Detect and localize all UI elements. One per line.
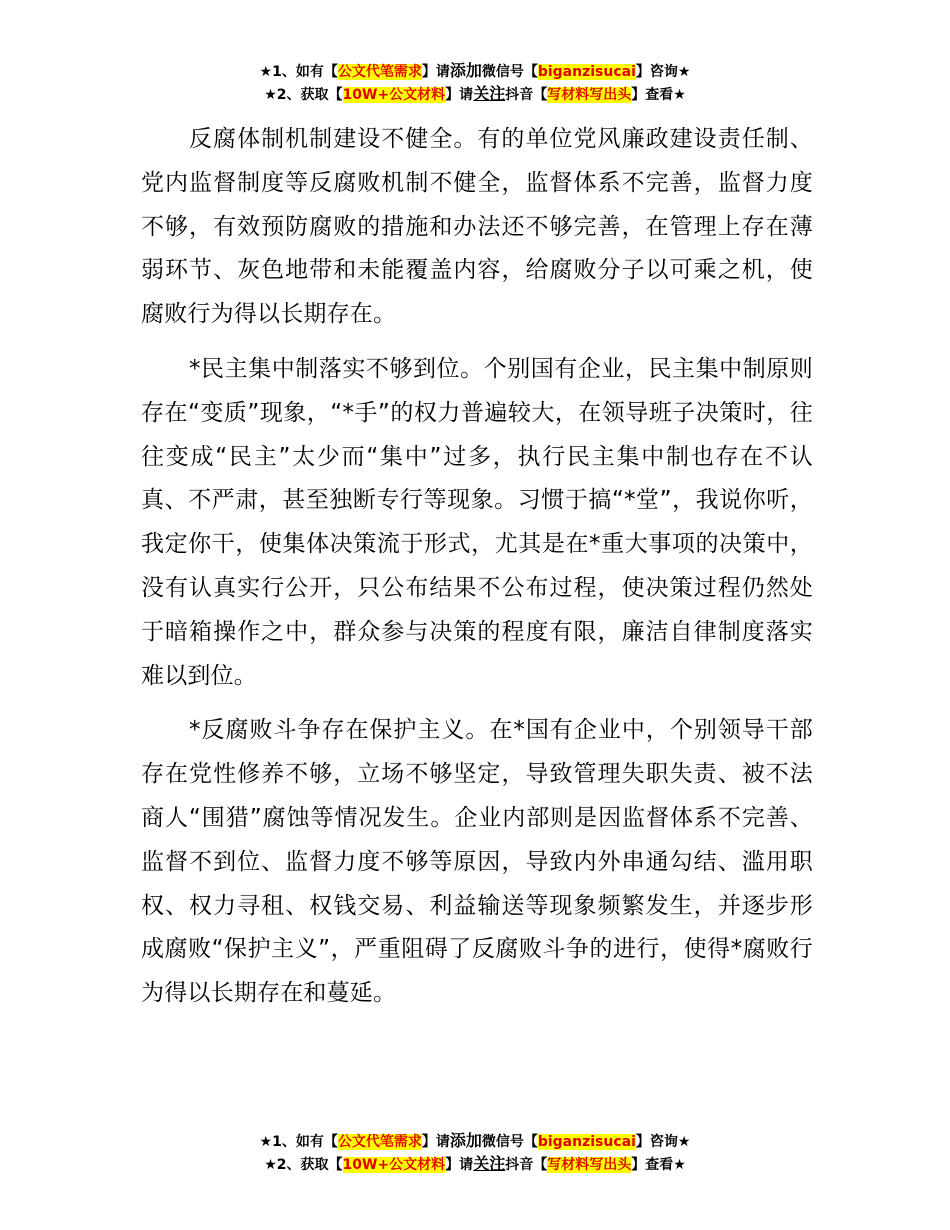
banner-text: ★1、如有【 bbox=[259, 64, 338, 80]
banner-line-1 bbox=[0, 1130, 950, 1153]
banner-line-1 bbox=[0, 60, 950, 83]
banner-emphasis: 关注 bbox=[473, 84, 506, 103]
banner-text: 】查看★ bbox=[631, 87, 686, 103]
banner-text: 】请 bbox=[421, 64, 450, 80]
banner-text: ★2、获取【 bbox=[264, 87, 343, 103]
document-body bbox=[141, 118, 813, 1027]
highlight-ghostwriting: 公文代笔需求 bbox=[337, 64, 422, 80]
paragraph: *民主集中制落实不够到位。个别国有企业，民主集中制原则存在“变质”现象，“*手”的权力普遍较大，在领导班子决策时，往往变成“民主”太少而“集中”过多，执行民主集中制也存在不认真、不严肃，甚至独断专行等现象。习惯于搞“*堂”，我说你听，我定你干，使集体决策流于形式，尤其是在*重大事项的决策中，没有认真实行公开，只公布结果不公布过程，使决策过程仍然处于暗箱操作之中，群众参与决策的程度有限，廉洁自律制度落实难以到位。 bbox=[141, 355, 813, 689]
banner-line-2 bbox=[0, 1153, 950, 1176]
banner-text: 】请 bbox=[445, 87, 474, 103]
wechat-id: biganzisucai bbox=[537, 1134, 636, 1150]
banner-emphasis: 添加 bbox=[449, 1131, 482, 1150]
banner-text: 】咨询★ bbox=[635, 64, 691, 80]
banner-emphasis: 关注 bbox=[473, 1154, 506, 1173]
banner-text: 】查看★ bbox=[631, 1157, 686, 1173]
paragraph: *反腐败斗争存在保护主义。在*国有企业中，个别领导干部存在党性修养不够，立场不够坚定，导致管理失职失责、被不法商人“围猎”腐蚀等情况发生。企业内部则是因监督体系不完善、监督不到位、监督力度不够等原因，导致内外串通勾结、滥用职权、权力寻租、权钱交易、利益输送等现象频繁发生，并逐步形成腐败“保护主义”，严重阻碍了反腐败斗争的进行，使得*腐败行为得以长期存在和蔓延。 bbox=[141, 717, 813, 1007]
douyin-account: 写材料写出头 bbox=[547, 87, 632, 103]
paragraph: 反腐体制机制建设不健全。有的单位党风廉政建设责任制、党内监督制度等反腐败机制不健全，监督体系不完善，监督力度不够，有效预防腐败的措施和办法还不够完善，在管理上存在薄弱环节、灰色地带和未能覆盖内容，给腐败分子以可乘之机，使腐败行为得以长期存在。 bbox=[141, 126, 813, 328]
banner-text: ★2、获取【 bbox=[264, 1157, 343, 1173]
highlight-materials: 10W+公文材料 bbox=[342, 87, 446, 103]
banner-text: ★1、如有【 bbox=[259, 1134, 338, 1150]
banner-text: 微信号【 bbox=[481, 64, 538, 80]
wechat-id: biganzisucai bbox=[537, 64, 636, 80]
douyin-account: 写材料写出头 bbox=[547, 1157, 632, 1173]
banner-text: 】请 bbox=[421, 1134, 450, 1150]
highlight-ghostwriting: 公文代笔需求 bbox=[337, 1134, 422, 1150]
banner-text: 】咨询★ bbox=[635, 1134, 691, 1150]
footer-banner bbox=[0, 1130, 950, 1176]
banner-text: 微信号【 bbox=[481, 1134, 538, 1150]
banner-text: 】请 bbox=[445, 1157, 474, 1173]
highlight-materials: 10W+公文材料 bbox=[342, 1157, 446, 1173]
banner-emphasis: 添加 bbox=[449, 61, 482, 80]
banner-line-2 bbox=[0, 83, 950, 106]
banner-text: 抖音【 bbox=[505, 1157, 548, 1173]
banner-text: 抖音【 bbox=[505, 87, 548, 103]
header-banner bbox=[0, 60, 950, 106]
